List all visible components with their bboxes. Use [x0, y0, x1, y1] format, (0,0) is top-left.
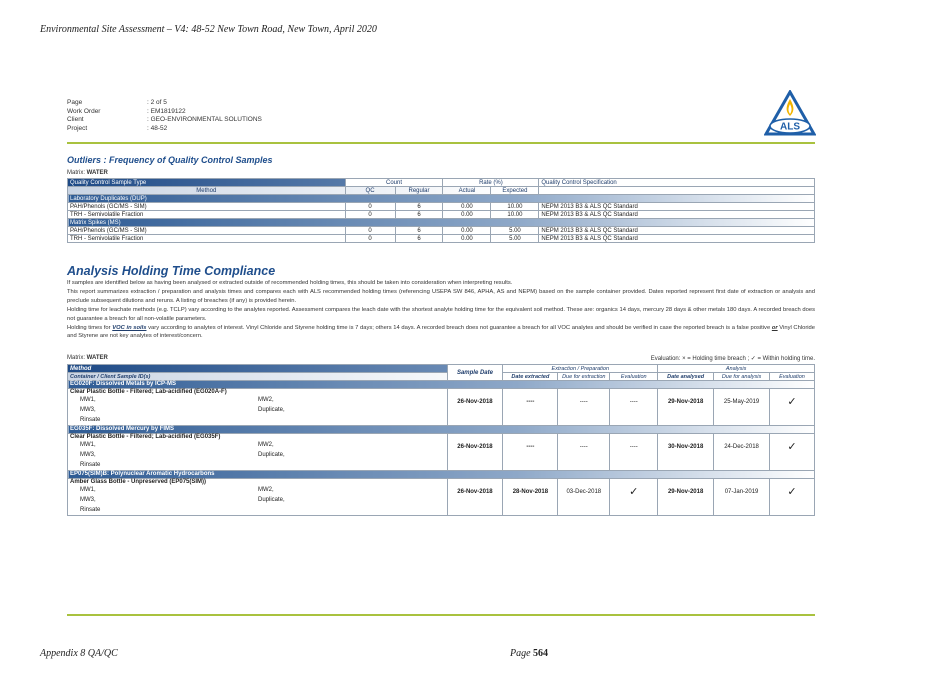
sample-id: Rinsate — [80, 462, 101, 468]
table-row — [68, 235, 815, 243]
header-cell: Rate (%) — [443, 179, 539, 187]
actual-cell: 0.00 — [443, 211, 491, 219]
eval-analysis-check-icon: ✓ — [769, 479, 814, 516]
footer-page — [510, 648, 548, 659]
group-row — [68, 426, 815, 434]
meta-row — [67, 108, 262, 117]
holding-matrix — [67, 355, 108, 361]
header-cell: Evaluation — [610, 373, 658, 381]
footer-appendix: Appendix 8 QA/QC — [40, 648, 118, 659]
method-cell: PAH/Phenols (GC/MS - SIM) — [68, 227, 346, 235]
voc-text: vary according to analytes of interest. Vinyl Chloride and Styrene holding time is 7 days; others 14 days. A recorded breach does not guarantee a breach for all VOC analytes and should be verified in case the reported breach is a false positive — [146, 325, 772, 332]
due-extraction-cell: 03-Dec-2018 — [558, 479, 610, 516]
voc-text: Vinyl Chloride and Styrene are not key analytes of interest/concern. — [67, 325, 815, 340]
regular-cell: 6 — [395, 227, 443, 235]
sample-id: Duplicate, — [258, 452, 285, 458]
meta-label: Client — [67, 116, 84, 124]
outliers-title: Outliers : Frequency of Quality Control Samples — [67, 155, 273, 165]
actual-cell: 0.00 — [443, 227, 491, 235]
group-row — [68, 471, 815, 479]
sample-id: MW2, — [258, 442, 274, 448]
eval-extraction-check-icon: ✓ — [610, 479, 658, 516]
table-row — [68, 389, 815, 426]
group-method: EG020F: Dissolved Metals by ICP-MS — [68, 381, 815, 389]
header-cell: Actual — [443, 187, 491, 195]
actual-cell: 0.00 — [443, 203, 491, 211]
group-row — [68, 195, 815, 203]
header-cell: Quality Control Specification — [539, 179, 815, 187]
spec-cell: NEPM 2013 B3 & ALS QC Standard — [539, 235, 815, 243]
als-logo-icon — [764, 90, 816, 136]
eval-extraction-cell: ---- — [610, 389, 658, 426]
header-cell: Count — [345, 179, 443, 187]
sample-col — [70, 395, 258, 425]
outliers-matrix — [67, 170, 108, 176]
outliers-subheader-row — [68, 187, 815, 195]
header-cell: Method — [68, 365, 448, 373]
container-name: Clear Plastic Bottle - Filtered; Lab-acidified (EG035F) — [70, 434, 221, 440]
date-extracted-cell: ---- — [503, 389, 558, 426]
eval-analysis-check-icon: ✓ — [769, 389, 814, 426]
document-header: Environmental Site Assessment – V4: 48-52 New Town Road, New Town, April 2020 — [40, 24, 377, 35]
date-analysed-cell: 29-Nov-2018 — [658, 479, 714, 516]
meta-row — [67, 116, 262, 125]
page-number: 564 — [533, 648, 549, 659]
header-cell: Expected — [491, 187, 539, 195]
due-analysis-cell: 25-May-2019 — [714, 389, 770, 426]
header-cell: Container / Client Sample ID(s) — [68, 373, 448, 381]
group-method: EP075(SIM)B: Polynuclear Aromatic Hydrocarbons — [68, 471, 815, 479]
sample-id: MW2, — [258, 487, 274, 493]
header-cell: Analysis — [658, 365, 815, 373]
sample-ids — [70, 395, 445, 425]
header-cell: Date analysed — [658, 373, 714, 381]
group-label: Laboratory Duplicates (DUP) — [68, 195, 815, 203]
spec-cell: NEPM 2013 B3 & ALS QC Standard — [539, 227, 815, 235]
evaluation-legend: Evaluation: × = Holding time breach ; ✓ = Within holding time. — [650, 356, 815, 362]
spec-cell: NEPM 2013 B3 & ALS QC Standard — [539, 203, 815, 211]
voc-or: or — [771, 325, 778, 332]
holding-intro — [67, 279, 815, 341]
container-cell — [68, 434, 448, 471]
sample-date-cell: 26-Nov-2018 — [447, 434, 503, 471]
date-analysed-cell: 29-Nov-2018 — [658, 389, 714, 426]
header-cell: Evaluation — [769, 373, 814, 381]
sample-id: Duplicate, — [258, 407, 285, 413]
group-row — [68, 381, 815, 389]
sample-id: Duplicate, — [258, 497, 285, 503]
meta-label: Work Order — [67, 107, 101, 115]
due-extraction-cell: ---- — [558, 389, 610, 426]
holding-paragraph: This report summarizes extraction / preparation and analysis times and compares each with ALS recommended holding times (referencing USEPA SW 846, APHA, AS and NEPM) based on the sample container provided. Dates reported represent first date of extraction or analysis and preclude subsequent dilutions and reruns. A listing of breaches (if any) is provided herein. — [67, 289, 815, 304]
matrix-value: WATER — [86, 355, 108, 361]
header-cell: Quality Control Sample Type — [68, 179, 346, 187]
expected-cell: 10.00 — [491, 211, 539, 219]
expected-cell: 5.00 — [491, 235, 539, 243]
due-analysis-cell: 07-Jan-2019 — [714, 479, 770, 516]
table-row — [68, 203, 815, 211]
sample-id: MW1, — [80, 397, 96, 403]
sample-date-cell: 26-Nov-2018 — [447, 479, 503, 516]
meta-value: : 2 of 5 — [147, 99, 167, 106]
date-extracted-cell: 28-Nov-2018 — [503, 479, 558, 516]
date-extracted-cell: ---- — [503, 434, 558, 471]
sample-id: Rinsate — [80, 417, 101, 423]
sample-col — [70, 440, 258, 470]
meta-row — [67, 125, 262, 134]
sample-id: MW1, — [80, 487, 96, 493]
group-row — [68, 219, 815, 227]
matrix-label: Matrix: — [67, 170, 85, 176]
expected-cell: 5.00 — [491, 227, 539, 235]
group-method: EG035F: Dissolved Mercury by FIMS — [68, 426, 815, 434]
holding-table — [67, 364, 815, 516]
meta-label: Page — [67, 99, 83, 106]
header-cell: Due for analysis — [714, 373, 770, 381]
expected-cell: 10.00 — [491, 203, 539, 211]
container-cell — [68, 479, 448, 516]
holding-title: Analysis Holding Time Compliance — [67, 264, 276, 278]
qc-cell: 0 — [345, 235, 395, 243]
sample-col — [258, 440, 285, 470]
table-row — [68, 434, 815, 471]
container-name: Amber Glass Bottle - Unpreserved (EP075(SIM)) — [70, 479, 207, 485]
header-cell: Method — [68, 187, 346, 195]
footer-divider — [67, 614, 815, 616]
voc-link[interactable]: VOC in soils — [112, 325, 147, 332]
holding-subheader-row — [68, 373, 815, 381]
sample-col — [258, 485, 285, 515]
sample-col — [258, 395, 285, 425]
sample-ids — [70, 440, 445, 470]
regular-cell: 6 — [395, 235, 443, 243]
sample-id: Rinsate — [80, 507, 101, 513]
eval-analysis-check-icon: ✓ — [769, 434, 814, 471]
outliers-table — [67, 178, 815, 243]
sample-id: MW1, — [80, 442, 96, 448]
eval-extraction-cell: ---- — [610, 434, 658, 471]
sample-id: MW2, — [258, 397, 274, 403]
sample-date-cell: 26-Nov-2018 — [447, 389, 503, 426]
header-cell: Regular — [395, 187, 443, 195]
header-cell: Extraction / Preparation — [503, 365, 658, 373]
sample-col — [70, 485, 258, 515]
due-analysis-cell: 24-Dec-2018 — [714, 434, 770, 471]
outliers-header-row — [68, 179, 815, 187]
container-cell — [68, 389, 448, 426]
meta-value: : EM1819122 — [147, 107, 186, 115]
meta-label: Project — [67, 124, 88, 132]
matrix-value: WATER — [86, 170, 108, 176]
header-cell: Due for extraction — [558, 373, 610, 381]
regular-cell: 6 — [395, 203, 443, 211]
header-divider — [67, 142, 815, 144]
container-name: Clear Plastic Bottle - Filtered; Lab-acidified (EG020A-F) — [70, 389, 227, 395]
header-cell: QC — [345, 187, 395, 195]
holding-header-row — [68, 365, 815, 373]
header-cell: Date extracted — [503, 373, 558, 381]
page-label: Page — [510, 648, 531, 659]
sample-id: MW3, — [80, 407, 96, 413]
qc-cell: 0 — [345, 227, 395, 235]
table-row — [68, 227, 815, 235]
meta-row — [67, 99, 262, 108]
matrix-label: Matrix: — [67, 355, 85, 361]
header-cell — [539, 187, 815, 195]
table-row — [68, 211, 815, 219]
method-cell: TRH - Semivolatile Fraction — [68, 211, 346, 219]
sample-id: MW3, — [80, 452, 96, 458]
sample-id: MW3, — [80, 497, 96, 503]
holding-paragraph: If samples are identified below as having been analysed or extracted outside of recommended holding times, this should be taken into consideration when interpreting results. — [67, 280, 513, 286]
regular-cell: 6 — [395, 211, 443, 219]
sample-ids — [70, 485, 445, 515]
voc-paragraph — [67, 324, 815, 341]
logo-text: ALS — [780, 121, 800, 133]
report-meta — [67, 99, 262, 133]
qc-cell: 0 — [345, 211, 395, 219]
table-row — [68, 479, 815, 516]
method-cell: TRH - Semivolatile Fraction — [68, 235, 346, 243]
holding-paragraph: Holding time for leachate methods (e.g. TCLP) vary according to the analytes reported. Assessment compares the leach date with the shortest analyte holding time for the equivalent soil method. These are: organics 14 days, mercury 28 days & other metals 180 days. A recorded breach does not guarantee a breach for all non-volatile parameters. — [67, 307, 815, 322]
group-label: Matrix Spikes (MS) — [68, 219, 815, 227]
qc-cell: 0 — [345, 203, 395, 211]
method-cell: PAH/Phenols (GC/MS - SIM) — [68, 203, 346, 211]
spec-cell: NEPM 2013 B3 & ALS QC Standard — [539, 211, 815, 219]
date-analysed-cell: 30-Nov-2018 — [658, 434, 714, 471]
due-extraction-cell: ---- — [558, 434, 610, 471]
actual-cell: 0.00 — [443, 235, 491, 243]
meta-value: : 48-52 — [147, 124, 168, 132]
meta-value: : GEO-ENVIRONMENTAL SOLUTIONS — [147, 116, 262, 124]
voc-text: Holding times for — [67, 325, 113, 332]
header-cell: Sample Date — [447, 365, 503, 381]
